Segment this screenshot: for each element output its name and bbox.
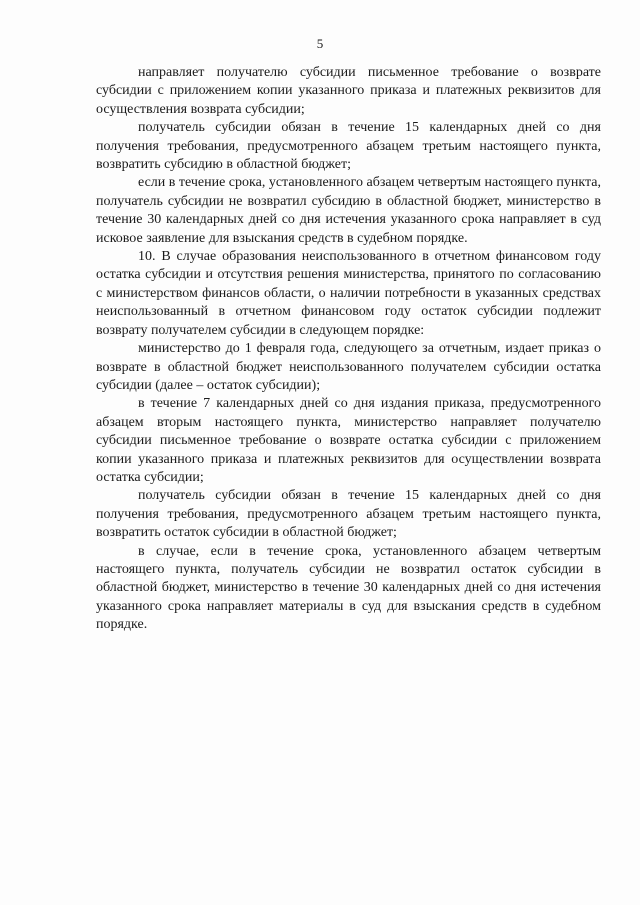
- paragraph: если в течение срока, установленного абзацем четвертым настоящего пункта, получатель субсидии не возвратил субсидию в областной бюджет, министерство в течение 30 календарных дней со дня истечения указанного срока направляет в суд исковое заявление для взыскания средств в судебном порядке.: [96, 175, 602, 246]
- paragraph: 10. В случае образования неиспользованного в отчетном финансовом году остатка субсидии и отсутствия решения министерства, принятого по согласованию с министерством финансов области, о наличии потребности в указанных средствах неиспользованный в отчетном финансовом году остаток субсидии подлежит возврату получателем субсидии в следующем порядке:: [96, 249, 601, 338]
- paragraph: направляет получателю субсидии письменное требование о возврате субсидии с приложением копии указанного приказа и платежных реквизитов для осуществления возврата субсидии;: [96, 65, 601, 117]
- document-body: [96, 64, 601, 635]
- paragraph: министерство до 1 февраля года, следующего за отчетным, издает приказ о возврате в областной бюджет неиспользованного получателем субсидии остатка субсидии (далее – остаток субсидии);: [96, 341, 601, 393]
- page-number: 5: [316, 36, 324, 51]
- paragraph: в случае, если в течение срока, установленного абзацем четвертым настоящего пункта, получатель субсидии не возвратил остаток субсидии в областной бюджет, министерство в течение 30 календарных дней со дня истечения указанного срока направляет материалы в суд для взыскания средств в судебном порядке.: [96, 543, 601, 633]
- paragraph: получатель субсидии обязан в течение 15 календарных дней со дня получения требования, предусмотренного абзацем третьим настоящего пункта, возвратить субсидию в областной бюджет;: [96, 120, 601, 173]
- paragraph: получатель субсидии обязан в течение 15 календарных дней со дня получения требования, предусмотренного абзацем третьим настоящего пункта, возвратить остаток субсидии в областной бюджет;: [96, 488, 601, 541]
- paragraph: в течение 7 календарных дней со дня издания приказа, предусмотренного абзацем вторым настоящего пункта, министерство направляет получателю субсидии письменное требование о возврате остатка субсидии с приложением копии указанного приказа и платежных реквизитов для осуществлении возврата остатка субсидии;: [96, 396, 601, 485]
